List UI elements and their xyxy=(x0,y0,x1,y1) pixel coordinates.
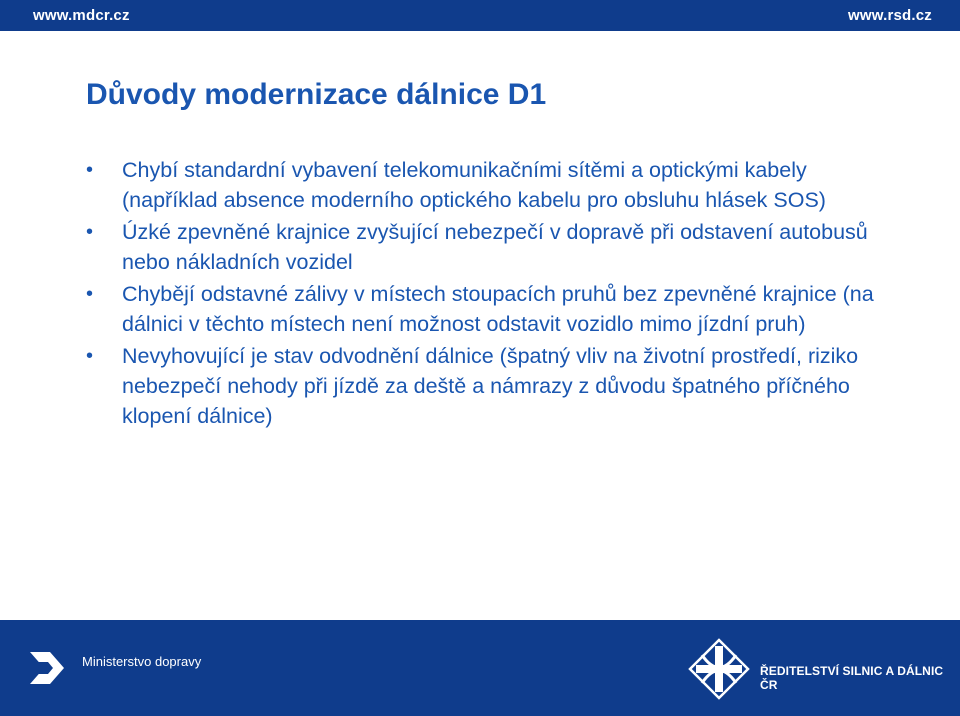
rsd-logo-icon xyxy=(688,638,750,700)
bullet-item xyxy=(86,279,876,339)
bullet-text: Chybí standardní vybavení telekomunikačními sítěmi a optickými kabely (například absence moderního optického kabelu pro obsluhu hlásek SOS) xyxy=(122,158,826,212)
bullet-dot: • xyxy=(86,159,94,181)
mdcr-logo-text: Ministerstvo dopravy xyxy=(82,654,202,669)
bullet-dot: • xyxy=(86,221,94,243)
rsd-logo-text: ŘEDITELSTVÍ SILNIC A DÁLNIC ČR xyxy=(760,664,944,692)
footer-bar xyxy=(0,620,960,716)
bullet-item xyxy=(86,217,876,277)
rsd-url-link[interactable]: www.rsd.cz xyxy=(848,7,932,24)
bullet-text: Chybějí odstavné zálivy v místech stoupacích pruhů bez zpevněné krajnice (na dálnici v těchto místech není možnost odstavit vozidlo mimo jízdní pruh) xyxy=(122,282,874,336)
bullet-dot: • xyxy=(86,345,94,367)
bullet-dot: • xyxy=(86,283,94,305)
bullet-list xyxy=(86,155,876,433)
mdcr-url-link[interactable]: www.mdcr.cz xyxy=(33,7,130,24)
bullet-item xyxy=(86,155,876,215)
bullet-text: Úzké zpevněné krajnice zvyšující nebezpečí v dopravě při odstavení autobusů nebo nákladních vozidel xyxy=(122,220,868,274)
slide-title: Důvody modernizace dálnice D1 xyxy=(86,78,547,111)
bullet-text: Nevyhovující je stav odvodnění dálnice (špatný vliv na životní prostředí, riziko nebezpečí nehody při jízdě za deště a námrazy z důvodu špatného příčného klopení dálnice) xyxy=(122,344,859,428)
header-bar xyxy=(0,0,960,31)
mdcr-logo-icon xyxy=(28,648,66,688)
bullet-item xyxy=(86,341,876,431)
